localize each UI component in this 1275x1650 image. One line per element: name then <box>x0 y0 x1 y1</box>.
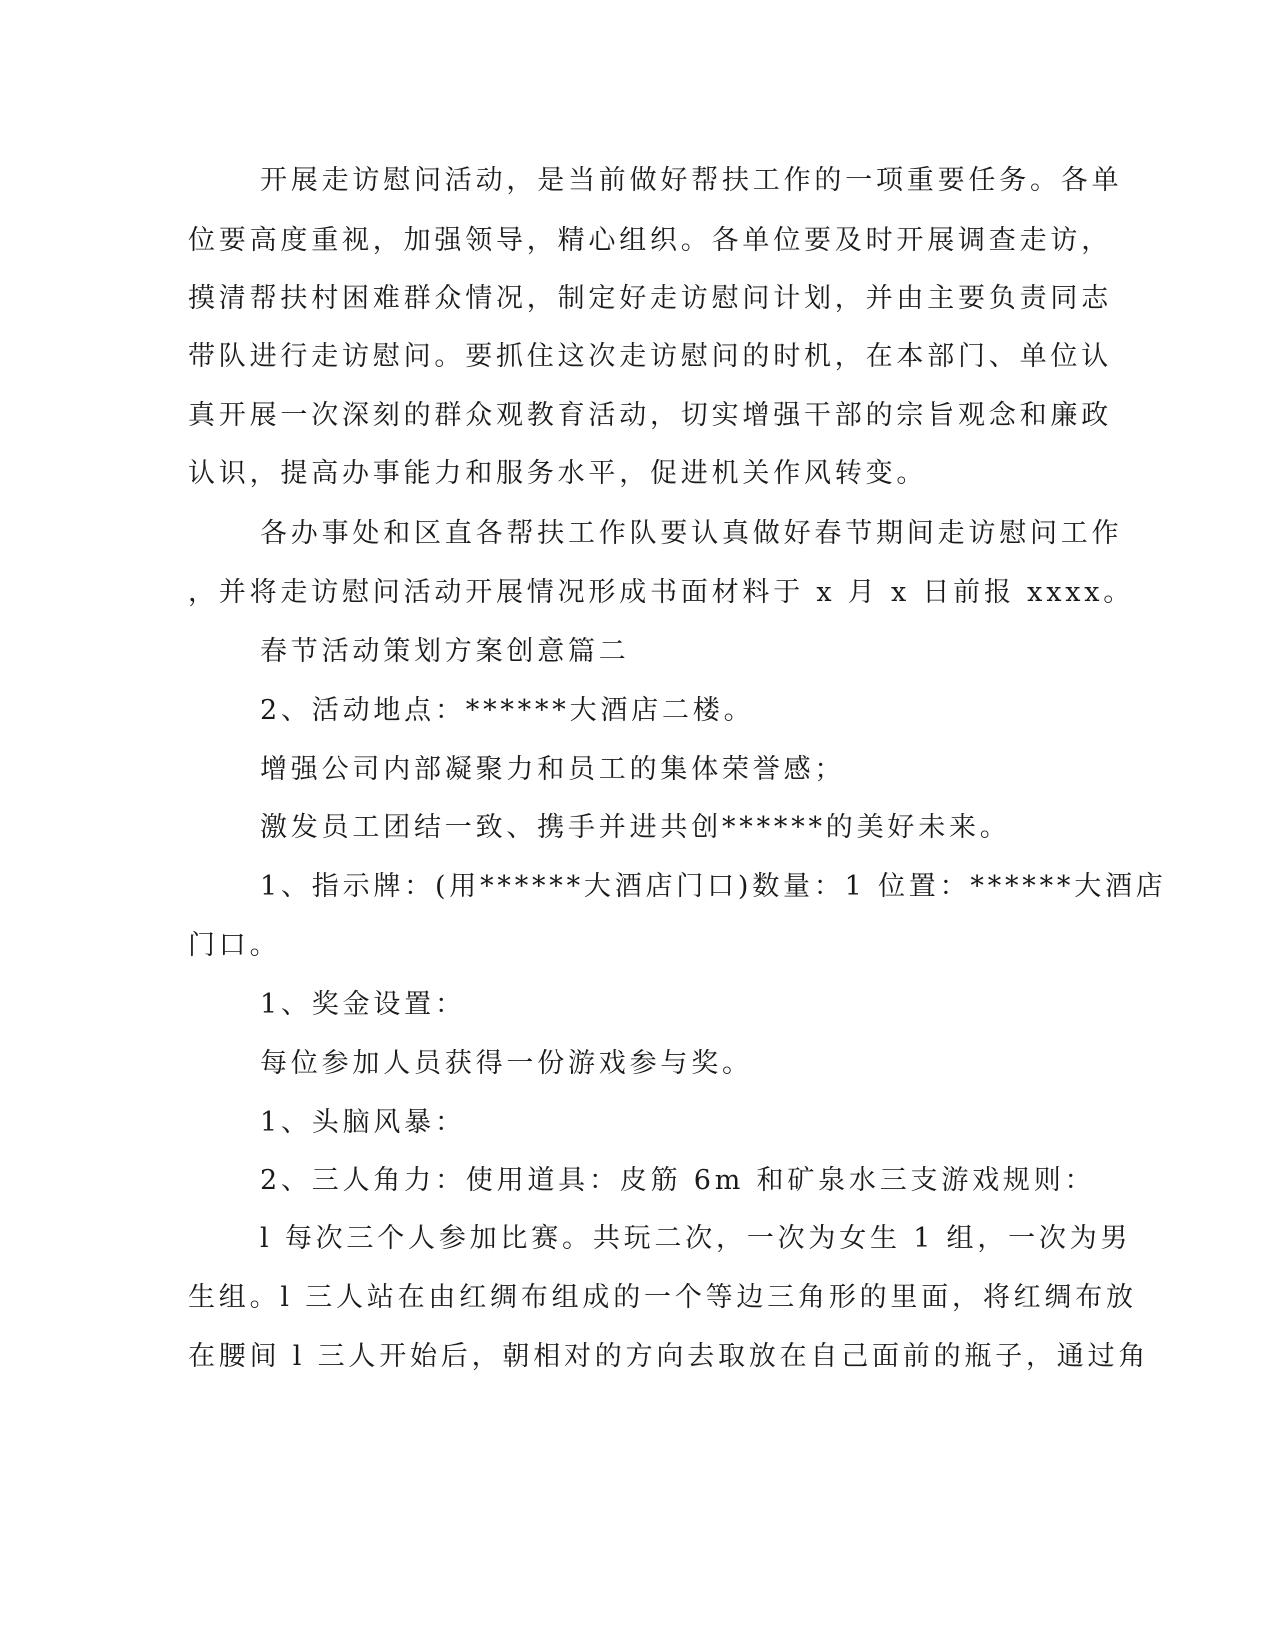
paragraph-line: 增强公司内部凝聚力和员工的集体荣誉感； <box>260 754 846 785</box>
paragraph-line: 带队进行走访慰问。要抓住这次走访慰问的时机，在本部门、单位认 <box>188 341 1112 372</box>
paragraph-line: 2、三人角力：使用道具：皮筋 6m 和矿泉水三支游戏规则： <box>260 1165 1096 1196</box>
paragraph-line: 开展走访慰问活动，是当前做好帮扶工作的一项重要任务。各单 <box>260 165 1123 196</box>
paragraph-line: l 每次三个人参加比赛。共玩二次，一次为女生 1 组，一次为男 <box>260 1223 1132 1254</box>
paragraph-line: 激发员工团结一致、携手并进共创******的美好未来。 <box>260 812 1011 843</box>
paragraph-line: 1、奖金设置： <box>260 989 466 1020</box>
paragraph-line: 2、活动地点：******大酒店二楼。 <box>260 695 755 726</box>
paragraph-line: 门口。 <box>188 930 281 961</box>
paragraph-line: ，并将走访慰问活动开展情况形成书面材料于 x 月 x 日前报 xxxx。 <box>188 577 1135 608</box>
paragraph-line: 认识，提高办事能力和服务水平，促进机关作风转变。 <box>188 458 928 489</box>
paragraph-line: 各办事处和区直各帮扶工作队要认真做好春节期间走访慰问工作 <box>260 518 1123 549</box>
paragraph-line: 1、指示牌：(用******大酒店门口)数量：1 位置：******大酒店 <box>260 871 1167 902</box>
paragraph-line: 1、头脑风暴： <box>260 1107 466 1138</box>
paragraph-line: 真开展一次深刻的群众观教育活动，切实增强干部的宗旨观念和廉政 <box>188 400 1112 431</box>
paragraph-line: 位要高度重视，加强领导，精心组织。各单位要及时开展调查走访， <box>188 225 1112 256</box>
paragraph-line: 在腰间 l 三人开始后，朝相对的方向去取放在自己面前的瓶子，通过角 <box>188 1341 1150 1372</box>
paragraph-line: 摸清帮扶村困难群众情况，制定好走访慰问计划，并由主要负责同志 <box>188 283 1112 314</box>
paragraph-line: 生组。l 三人站在由红绸布组成的一个等边三角形的里面，将红绸布放 <box>188 1282 1137 1313</box>
paragraph-line: 每位参加人员获得一份游戏参与奖。 <box>260 1048 753 1079</box>
section-heading: 春节活动策划方案创意篇二 <box>260 636 630 667</box>
